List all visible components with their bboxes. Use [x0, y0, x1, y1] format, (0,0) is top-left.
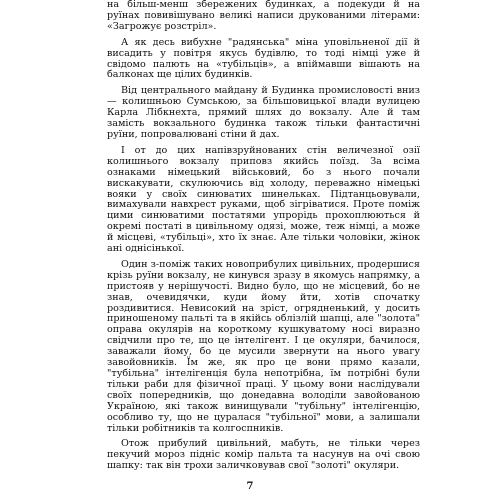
paragraph-3: Від центрального майдану й Будинка промисловості вниз — колишньою Сумською, за більшовицької влади вулицею Карла Лібкнехта, прямий шлях до вокзалу. Але й там замість вокзального будинка також тільки фантастичні руїни, попровалювані стіни й дах.: [107, 85, 420, 140]
paragraph-2: А як десь вибухне "радянська" міна уповільненої дії й висадить у повітря якусь будівлю, то тоді німці уже й свідомо палють на «тубільців», а впіймавши вішають на балконах ще цілих будинків.: [107, 36, 420, 81]
paragraph-5: Один з-поміж таких новоприбулих цивільних, продершися крізь руїни вокзалу, не кинувся зразу в якомусь напрямку, а пристояв у нерішучості. Видно було, що не місцевий, бо не знав, очевидячки, куди йому йти, хотів спочатку роздивитися. Невисокий на зріст, огрядненький, у досить приношеному пальті та в якійсь облізлій шапці, але "золота" оправа окулярів на короткому кушкуватому носі виразно свідчили про те, що це інтелігент. І це окуляри, бачилося, заважали йому, бо це мусили звернути на нього увагу завойовників. Їм же, як про це вони прямо казали, "тубільна" інтелігенція була непотрібна, їм потрібні були тільки раби для фізичної праці. У цьому вони наслідували своїх попередників, що донедавна володіли завойованою Україною, які також винищували "тубільну" інтелігенцію, особливо ту, що не цуралася "тубільної" мови, а залишали тільки робітників та колгоспників.: [107, 258, 420, 434]
page-number: 7: [246, 481, 254, 492]
book-page: [107, 0, 420, 500]
paragraph-4: І от до цих напівзруйнованих стін величезної озії колишнього вокзалу приповз якийсь поїзд. За всіма ознаками німецький військовий, бо з нього почали вискакувати, скулюючись від холоду, переважно німецькі вояки у своїх синюватих шинельках. Підтанцьовували, вимахували навхрест руками, щоб зігрiватися. Проте поміж цими синюватими постатями упрорідь прохоплюються й окремі постаті в цивільному одязі, може, теж німці, а може й місцеві, «тубільці», хто їх знає. Але тільки чоловіки, жінок ані однісінької.: [107, 144, 420, 255]
paragraph-1: на більш-менш збережених будинках, а подекуди й на руїнах повивішувано великі написи друкованими літерами: «Загрожує розстріл».: [107, 0, 420, 32]
paragraph-6: Отож прибулий цивільний, мабуть, не тільки через пекучий мороз підніс комір пальта та насунув на очі свою шапку: так він трохи заличковував свої "золоті" окуляри.: [107, 438, 420, 472]
